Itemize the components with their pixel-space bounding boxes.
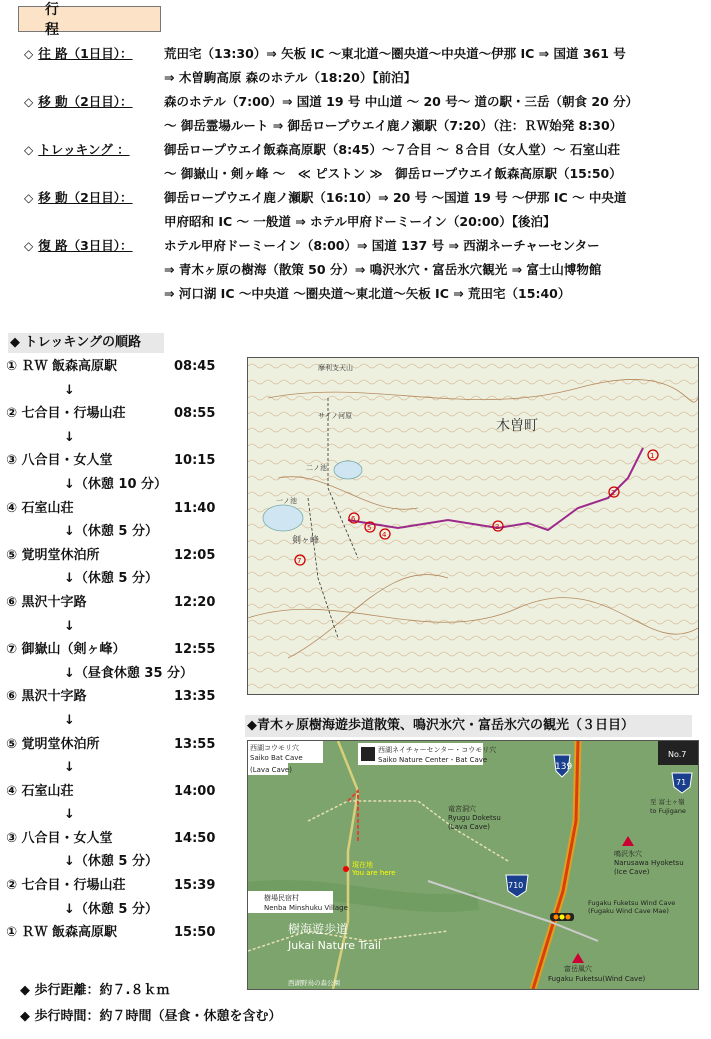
map2-label: 至 富士ヶ嶺	[650, 798, 685, 806]
map-peak-label: 剣ヶ峰	[292, 536, 320, 546]
itinerary-item: ◇ 移 動（2日目）： 森のホテル（7:00）⇒ 国道 19 号 中山道 ～ 20 号～ 道の駅・三岳（朝食 20 分） ～ 御岳霊場ルート ⇒ 御岳ロープウエイ鹿ノ瀬駅（7:20）（注：ＲＷ始発 8:30）	[24, 90, 708, 138]
itinerary-line: 荒田宅（13:30）⇒ 矢板 IC ～東北道～圏央道～中央道～伊那 IC ⇒ 国道 361 号	[164, 46, 626, 61]
map2-label: (Ice Cave)	[614, 868, 650, 876]
map2-label: (Lava Cave)	[250, 766, 292, 774]
map2-label: Fugaku Fuketsu Wind Cave	[588, 899, 676, 907]
trek-step-label: ② 七合目・行場山荘	[6, 406, 126, 422]
trek-heading: ◆ トレッキングの順路	[8, 333, 164, 353]
trek-step-arrow: ↓	[64, 382, 75, 398]
trek-step	[6, 780, 236, 804]
trek-step-time: 11:40	[174, 500, 216, 516]
trail-map	[247, 357, 699, 695]
map2-label: 樹海遊歩道	[288, 922, 349, 936]
trek-step-arrow: ↓	[64, 712, 75, 728]
trek-step-arrow: ↓（昼食休憩 35 分）	[64, 665, 194, 681]
trek-step	[6, 827, 236, 851]
map2-label: (Fugaku Wind Cave Mae)	[588, 907, 669, 915]
svg-text:4: 4	[382, 531, 387, 539]
map2-label: 樹場民宿村	[264, 894, 299, 902]
svg-text:7: 7	[297, 557, 302, 565]
trek-step-label: ④ 石室山荘	[6, 783, 74, 799]
itinerary-line: ホテル甲府ドーミーイン（8:00）⇒ 国道 137 号 ⇒ 西湖ネーチャーセンター	[164, 238, 600, 253]
itinerary-item: ◇ トレッキング ： 御岳ロープウエイ飯森高原駅（8:45）～７合目 ～ ８合目（女人堂）～ 石室山荘 ～ 御嶽山・剣ヶ峰 ～ ≪ ピストン ≫ 御岳ロープウエイ飯森高原駅（15:50）	[24, 138, 708, 186]
itinerary-line: ⇒ 木曽駒高原 森のホテル（18:20）【前泊】	[164, 70, 417, 85]
map2-label: You are here	[352, 869, 396, 877]
trek-step-time: 15:39	[174, 878, 216, 894]
map2-label: Jukai Nature Trail	[288, 939, 381, 952]
itinerary-label: 移 動（2日目）：	[38, 190, 133, 205]
svg-text:1: 1	[650, 452, 655, 460]
trek-step-label: ② 七合目・行場山荘	[6, 878, 126, 894]
trek-step-time: 08:45	[174, 359, 216, 374]
jukai-map	[247, 740, 699, 990]
map2-label: 富岳風穴	[564, 965, 592, 973]
svg-text:3: 3	[495, 523, 500, 531]
trek-step-time: 12:55	[174, 642, 216, 658]
trek-steps	[6, 355, 236, 945]
trek-step-label: ① ＲＷ 飯森高原駅	[6, 359, 118, 374]
itinerary-item: ◇ 往 路（1日目）： 荒田宅（13:30）⇒ 矢板 IC ～東北道～圏央道～中央道～伊那 IC ⇒ 国道 361 号 ⇒ 木曽駒高原 森のホテル（18:20）【前泊】	[24, 42, 708, 90]
itinerary-line: ～ 御岳霊場ルート ⇒ 御岳ロープウエイ鹿ノ瀬駅（7:20）（注：ＲＷ始発 8:30）	[164, 118, 623, 133]
trek-step-label: ⑥ 黒沢十字路	[6, 594, 87, 610]
map-label: 二ノ池	[306, 464, 327, 472]
trek-step-arrow: ↓（休憩 10 分）	[64, 476, 168, 492]
itinerary	[24, 42, 708, 306]
trek-step	[6, 638, 236, 662]
trek-step-time: 12:20	[174, 594, 216, 610]
map2-label: Narusawa Hyoketsu	[614, 859, 684, 867]
itinerary-line: 御岳ロープウエイ鹿ノ瀬駅（16:10）⇒ 20 号 ～国道 19 号 ～伊那 IC ～ 中央道	[164, 190, 627, 205]
trek-step-label: ① ＲＷ 飯森高原駅	[6, 925, 118, 941]
map-town-label: 木曽町	[496, 418, 538, 434]
svg-text:6: 6	[351, 515, 356, 523]
itinerary-line: ⇒ 河口湖 IC ～中央道 ～圏央道～東北道～矢板 IC ⇒ 荒田宅（15:40）	[164, 286, 571, 301]
trek-step-label: ③ 八合目・女人堂	[6, 453, 113, 469]
itinerary-label: 移 動（2日目）：	[38, 94, 133, 109]
map2-label: to Fujigane	[650, 807, 686, 815]
trek-step-label: ⑦ 御嶽山（剣ヶ峰）	[6, 642, 126, 658]
map-label: サイノ河原	[318, 412, 353, 420]
trek-step	[6, 497, 236, 521]
trek-step-time: 14:50	[174, 830, 216, 846]
trek-step-arrow: ↓（休憩 5 分）	[64, 571, 158, 587]
trek-step-arrow: ↓（休憩 5 分）	[64, 854, 158, 870]
trek-step-time: 15:50	[174, 925, 216, 941]
itinerary-label: トレッキング ：	[38, 142, 130, 157]
trek-step-label: ④ 石室山荘	[6, 500, 74, 516]
itinerary-item: ◇ 復 路（3日目）： ホテル甲府ドーミーイン（8:00）⇒ 国道 137 号 ⇒ 西湖ネーチャーセンター ⇒ 青木ヶ原の樹海（散策 50 分）⇒ 鳴沢氷穴・富岳氷穴観光 ⇒ 富士山博物館 ⇒ 河口湖 IC ～中央道 ～圏央道～東北道～矢板 IC ⇒ 荒田宅（15:40）	[24, 234, 708, 306]
trek-step	[6, 591, 236, 615]
trek-step-time: 12:05	[174, 547, 216, 563]
trek-step-arrow: ↓（休憩 5 分）	[64, 901, 158, 917]
map2-label: Saiko Bat Cave	[250, 754, 303, 762]
trek-step-arrow: ↓	[64, 807, 75, 823]
map2-label: Fugaku Fuketsu(Wind Cave)	[548, 975, 646, 983]
trek-step-time: 10:15	[174, 453, 216, 469]
svg-text:2: 2	[611, 489, 616, 497]
map2-label: 西湖ネイチャーセンター・コウモリ穴	[378, 746, 497, 754]
map2-label: 鳴沢氷穴	[614, 850, 642, 858]
trek-step-label: ⑤ 覚明堂休泊所	[6, 736, 100, 752]
summary-distance: ◆ 歩行距離：約７.８ｋｍ	[20, 983, 170, 998]
trek-step	[6, 874, 236, 898]
trek-step-time: 08:55	[174, 406, 216, 422]
trek-step-time: 13:35	[174, 689, 216, 705]
itinerary-item: ◇ 移 動（2日目）： 御岳ロープウエイ鹿ノ瀬駅（16:10）⇒ 20 号 ～国道 19 号 ～伊那 IC ～ 中央道 甲府昭和 IC ～ 一般道 ⇒ ホテル甲府ドーミーイン（20:00）【後泊】	[24, 186, 708, 234]
itinerary-label: 復 路（3日目）：	[38, 238, 133, 253]
map-label: 一ノ池	[276, 497, 297, 505]
map2-label: Saiko Nature Center・Bat Cave	[378, 756, 488, 764]
route-sign: 71	[676, 778, 687, 787]
trek-step-arrow: ↓	[64, 429, 75, 445]
trek-step	[6, 921, 236, 945]
itinerary-line: 御岳ロープウエイ飯森高原駅（8:45）～７合目 ～ ８合目（女人堂）～ 石室山荘	[164, 142, 621, 157]
itinerary-line: 森のホテル（7:00）⇒ 国道 19 号 中山道 ～ 20 号～ 道の駅・三岳（朝食 20 分）	[164, 94, 639, 109]
trek-summary	[20, 978, 282, 1030]
page-title: 行 程	[18, 6, 161, 32]
trek-step-arrow: ↓（休憩 5 分）	[64, 524, 158, 540]
route-sign: 139	[555, 762, 573, 772]
itinerary-label: 往 路（1日目）：	[38, 46, 133, 61]
trek-step	[6, 733, 236, 757]
map2-label: Ryugu Doketsu	[448, 814, 501, 822]
map-label: 摩利支天山	[318, 364, 353, 372]
itinerary-line: ⇒ 青木ヶ原の樹海（散策 50 分）⇒ 鳴沢氷穴・富岳氷穴観光 ⇒ 富士山博物館	[164, 262, 602, 277]
trek-step	[6, 544, 236, 568]
trek-step-label: ⑥ 黒沢十字路	[6, 689, 87, 705]
map2-label: Nenba Minshuku Village	[264, 904, 348, 912]
trek-step	[6, 402, 236, 426]
trek-step	[6, 449, 236, 473]
map2-label: 西湖コウモリ穴	[250, 744, 299, 752]
trek-step	[6, 685, 236, 709]
svg-text:5: 5	[367, 524, 372, 532]
map2-label: 現在地	[352, 861, 373, 869]
trek-step-time: 13:55	[174, 736, 216, 752]
map2-caption: ◆青木ヶ原樹海遊歩道散策、鳴沢氷穴・富岳氷穴の観光（３日目）	[245, 715, 692, 737]
map2-label: (Lava Cave)	[448, 823, 490, 831]
trek-step-label: ③ 八合目・女人堂	[6, 830, 113, 846]
summary-time: ◆ 歩行時間：約７時間（昼食・休憩を含む）	[20, 1009, 282, 1024]
trek-step-arrow: ↓	[64, 760, 75, 776]
itinerary-line: ～ 御嶽山・剣ヶ峰 ～ ≪ ピストン ≫ 御岳ロープウエイ飯森高原駅（15:50）	[164, 166, 622, 181]
trek-step-time: 14:00	[174, 783, 216, 799]
trek-step-arrow: ↓	[64, 618, 75, 634]
map2-label: 竜宮洞穴	[448, 805, 476, 813]
itinerary-line: 甲府昭和 IC ～ 一般道 ⇒ ホテル甲府ドーミーイン（20:00）【後泊】	[164, 214, 556, 229]
map2-label: 西湖野鳥の森公園	[288, 979, 340, 987]
route-sign: 710	[508, 881, 524, 890]
trek-step-label: ⑤ 覚明堂休泊所	[6, 547, 100, 563]
map2-label: No.7	[668, 750, 687, 759]
trek-step	[6, 355, 236, 379]
